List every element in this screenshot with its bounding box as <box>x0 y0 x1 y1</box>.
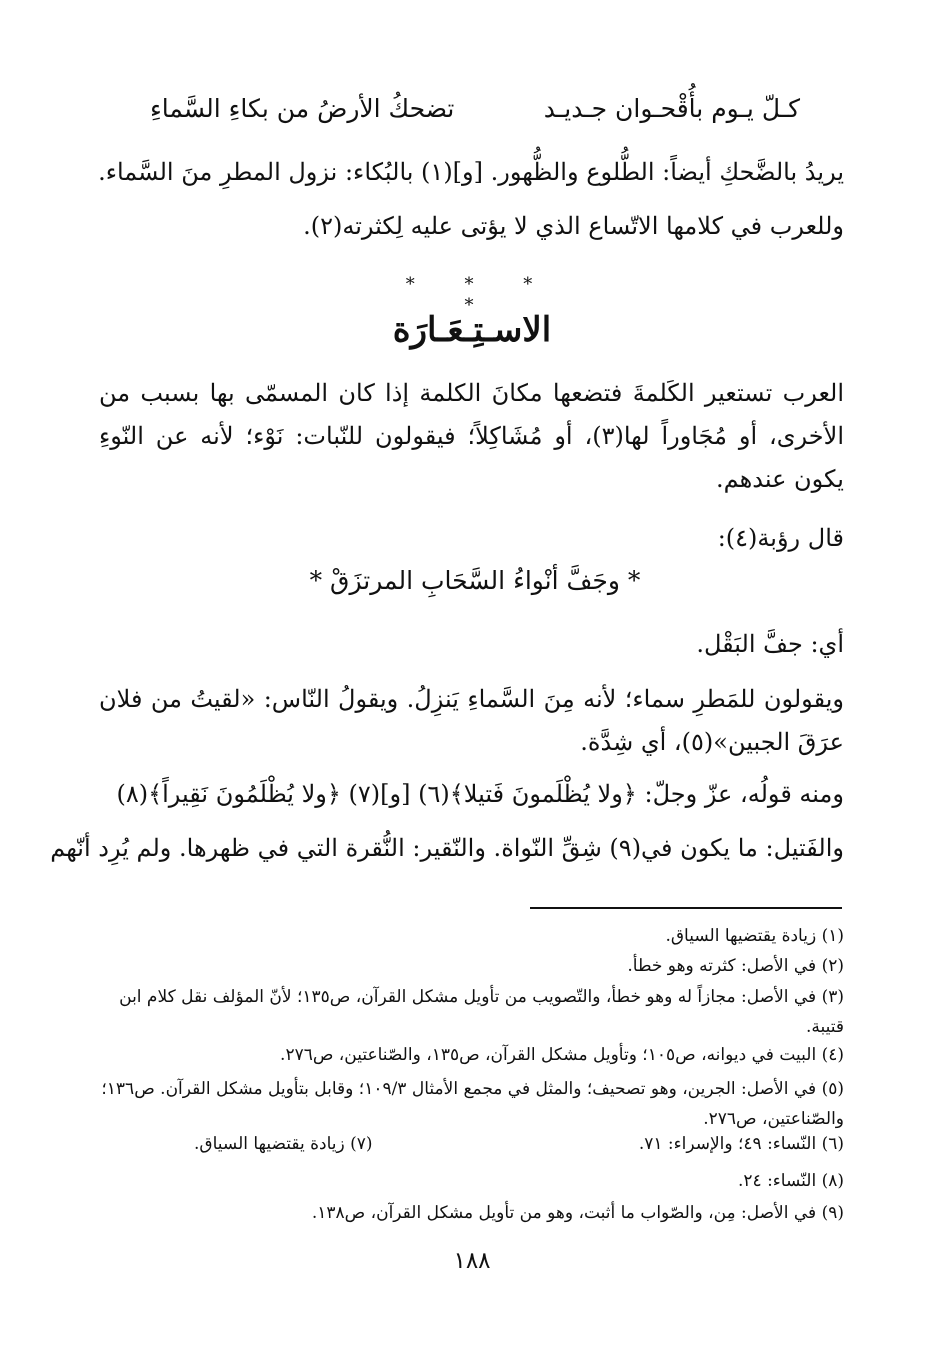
paragraph: العرب تستعير الكَلمةَ فتضعها مكانَ الكلمة إذا كان المسمّى بها بسبب من الأخرى، أو مُجَاوراً لها(٣)، أو مُشَاكِلاً؛ فيقولون للنّبات: نَوْء؛ لأنه عن النّوءِ يكون عندهم. <box>99 379 845 493</box>
text-line: يريدُ بالضَّحكِ أيضاً: الطُّلوع والظُّهور. [و](١) بالبُكاء: نزول المطرِ منَ السَّماء. <box>98 158 844 186</box>
text-line: والفَتيل: ما يكون في(٩) شِقِّ النّواة. والنّقير: النُّقرة التي في ظهرها. ولم يُرِد أنّهم <box>50 834 844 862</box>
quote-intro: قال رؤبة(٤): <box>717 524 844 552</box>
footnote: (٤) البيت في ديوانه، ص١٠٥؛ وتأويل مشكل القرآن، ص١٣٥، والصّناعتين، ص٢٧٦. <box>280 1045 844 1065</box>
footnote: (٩) في الأصل: مِن، والصّواب ما أثبت، وهو من تأويل مشكل القرآن، ص١٣٨. <box>311 1203 844 1223</box>
explanation-line: أي: جفَّ البَقْل. <box>696 630 844 658</box>
quran-citation-line: ومنه قولُه، عزّ وجلّ: ﴿ولا يُظْلَمونَ فَتيلا﴾(٦) [و](٧) ﴿ولا يُظْلَمُونَ نَقِيراً﴾(٨) <box>116 780 844 808</box>
page-number: ١٨٨ <box>453 1248 491 1274</box>
footnote: (٣) في الأصل: مجازاً له وهو خطأ، والتّصويب من تأويل مشكل القرآن، ص١٣٥؛ لأنّ المؤلف نقل كلام ابن قتيبة. <box>119 987 844 1037</box>
text-line: وللعرب في كلامها الاتّساع الذي لا يؤتى عليه لِكثرته(٢). <box>303 212 844 240</box>
poem-verse <box>150 94 800 136</box>
verse-first-hemistich: كـلّ يـوم بأُقْحـوان جـديـد <box>543 94 800 123</box>
footnote: (٥) في الأصل: الجرين، وهو تصحيف؛ والمثل في مجمع الأمثال ١٠٩/٣؛ وقابل بتأويل مشكل القرآن. ص١٣٦؛ والصّناعتين، ص٢٧٦. <box>101 1079 844 1129</box>
quoted-verse: * وجَفَّ أنْواءُ السَّحَابِ المرتزَقْ * <box>309 566 641 595</box>
footnote-divider <box>530 907 842 909</box>
section-heading: الاسـتِـعَـارَة <box>392 310 552 350</box>
footnote: (٢) في الأصل: كثرته وهو خطأ. <box>627 956 844 976</box>
paragraph: ويقولون للمَطرِ سماء؛ لأنه مِنَ السَّماءِ يَنزِلُ. ويقولُ النّاس: «لقيتُ من فلان عرَقَ الجبين»(٥)، أي شِدَّة. <box>99 685 844 756</box>
footnote: (١) زيادة يقتضيها السياق. <box>665 926 844 946</box>
footnote-pair <box>99 1134 844 1164</box>
verse-second-hemistich: تضحكُ الأرضُ من بكاءِ السَّماءِ <box>150 94 455 123</box>
footnote: (٧) زيادة يقتضيها السياق. <box>194 1134 373 1154</box>
footnote: (٦) النّساء: ٤٩؛ والإسراء: ٧١. <box>638 1134 844 1154</box>
footnote: (٨) النّساء: ٢٤. <box>738 1171 844 1191</box>
section-separator: * * * * <box>405 274 555 316</box>
